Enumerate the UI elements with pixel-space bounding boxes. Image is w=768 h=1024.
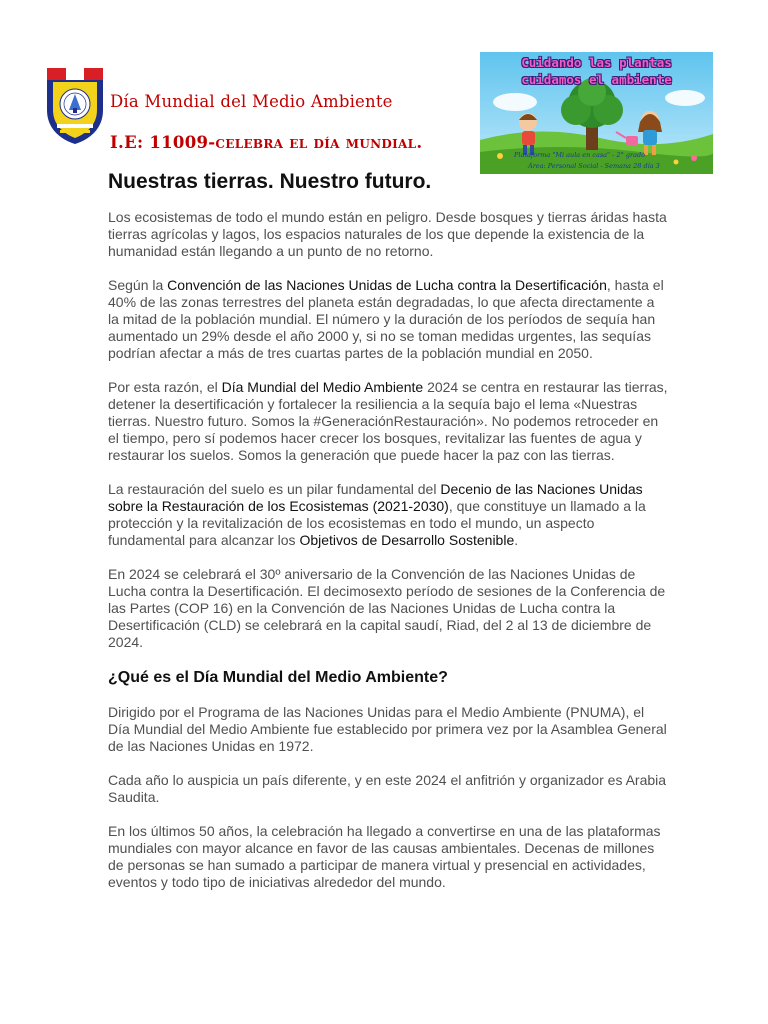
paragraph-2: Según la Convención de las Naciones Unidas de Lucha contra la Desertificación, hasta el 40% de las zonas terrestres del planeta están degradadas, lo que afecta directamente a la mitad de la población mundial. El número y la duración de los períodos de sequía han aumentado un 29% desde el año 2000 y, si no se toman medidas urgentes, las sequías podrían afectar a más de tres cuartas partes de la población mundial en 2050. bbox=[108, 277, 664, 361]
paragraph-5: En 2024 se celebrará el 30º aniversario de la Convención de las Naciones Unidas de Lucha contra la Desertificación. El decimosexto período de sesiones de la Conferencia de las Partes (COP 16) en la Convención de las Naciones Unidas de Lucha contra la Desertificación (CLD) se celebrará en la capital saudí, Riad, del 2 al 13 de diciembre de 2024. bbox=[108, 566, 666, 650]
poster-footer-line-1: Plataforma "Mi aula en casa" - 2° grado bbox=[514, 151, 646, 159]
link-ecosystem-restoration-decade[interactable]: Decenio de las Naciones Unidas sobre la Restauración de los Ecosistemas (2021-2030) bbox=[108, 481, 643, 514]
paragraph-8: En los últimos 50 años, la celebración ha llegado a convertirse en una de las plataformas mundiales con mayor alcance en favor de las causas ambientales. Decenas de millones de personas se han sumado a participar de manera virtual y presencial en actividades, eventos y todo tipo de iniciativas alrededor del mundo. bbox=[108, 823, 661, 890]
link-unccd[interactable]: Convención de las Naciones Unidas de Lucha contra la Desertificación bbox=[167, 277, 607, 293]
link-sdgs[interactable]: Objetivos de Desarrollo Sostenible bbox=[299, 532, 515, 548]
paragraph-1: Los ecosistemas de todo el mundo están en peligro. Desde bosques y tierras áridas hasta tierras agrícolas y lagos, los espacios naturales de los que depende la existencia de la humanidad están llegando a un punto de no retorno. bbox=[108, 209, 667, 259]
paragraph-7: Cada año lo auspicia un país diferente, y en este 2024 el anfitrión y organizador es Arabia Saudita. bbox=[108, 772, 667, 805]
paragraph-4: La restauración del suelo es un pilar fundamental del Decenio de las Naciones Unidas sobre la Restauración de los Ecosistemas (2021-2030), que constituye un llamado a la protección y la revitalización de los ecosistemas en todo el mundo, un aspecto fundamental para alcanzar los Objetivos de Desarrollo Sostenible. bbox=[108, 481, 646, 548]
poster-caption-line-1: Cuidando las plantas bbox=[521, 55, 672, 70]
article-body bbox=[108, 209, 668, 908]
school-crest-icon bbox=[44, 64, 106, 146]
header-subtitle: I.E: 11009-celebra el día mundial. bbox=[110, 133, 423, 152]
main-title: Nuestras tierras. Nuestro futuro. bbox=[108, 170, 432, 193]
paragraph-6: Dirigido por el Programa de las Naciones Unidas para el Medio Ambiente (PNUMA), el Día Mundial del Medio Ambiente fue establecido por primera vez por la Asamblea General de las Naciones Unidas en 1972. bbox=[108, 704, 667, 754]
paragraph-3: Por esta razón, el Día Mundial del Medio Ambiente 2024 se centra en restaurar las tierras, detener la desertificación y fortalecer la resiliencia a la sequía bajo el lema «Nuestras tierras. Nuestro futuro. Somos la #GeneraciónRestauración». No podemos retroceder en el tiempo, pero sí podemos hacer crecer los bosques, revitalizar las fuentes de agua y restaurar los suelos. Somos la generación que puede hacer la paz con las tierras. bbox=[108, 379, 668, 463]
header-title: Día Mundial del Medio Ambiente bbox=[110, 92, 393, 111]
poster-caption-line-2: cuidamos el ambiente bbox=[521, 72, 672, 87]
poster-footer-line-2: Área: Personal Social - Semana 28 día 3 bbox=[528, 162, 660, 170]
section-title: ¿Qué es el Día Mundial del Medio Ambiente? bbox=[108, 669, 448, 686]
link-world-environment-day[interactable]: Día Mundial del Medio Ambiente bbox=[221, 379, 424, 395]
poster-image bbox=[480, 52, 713, 174]
